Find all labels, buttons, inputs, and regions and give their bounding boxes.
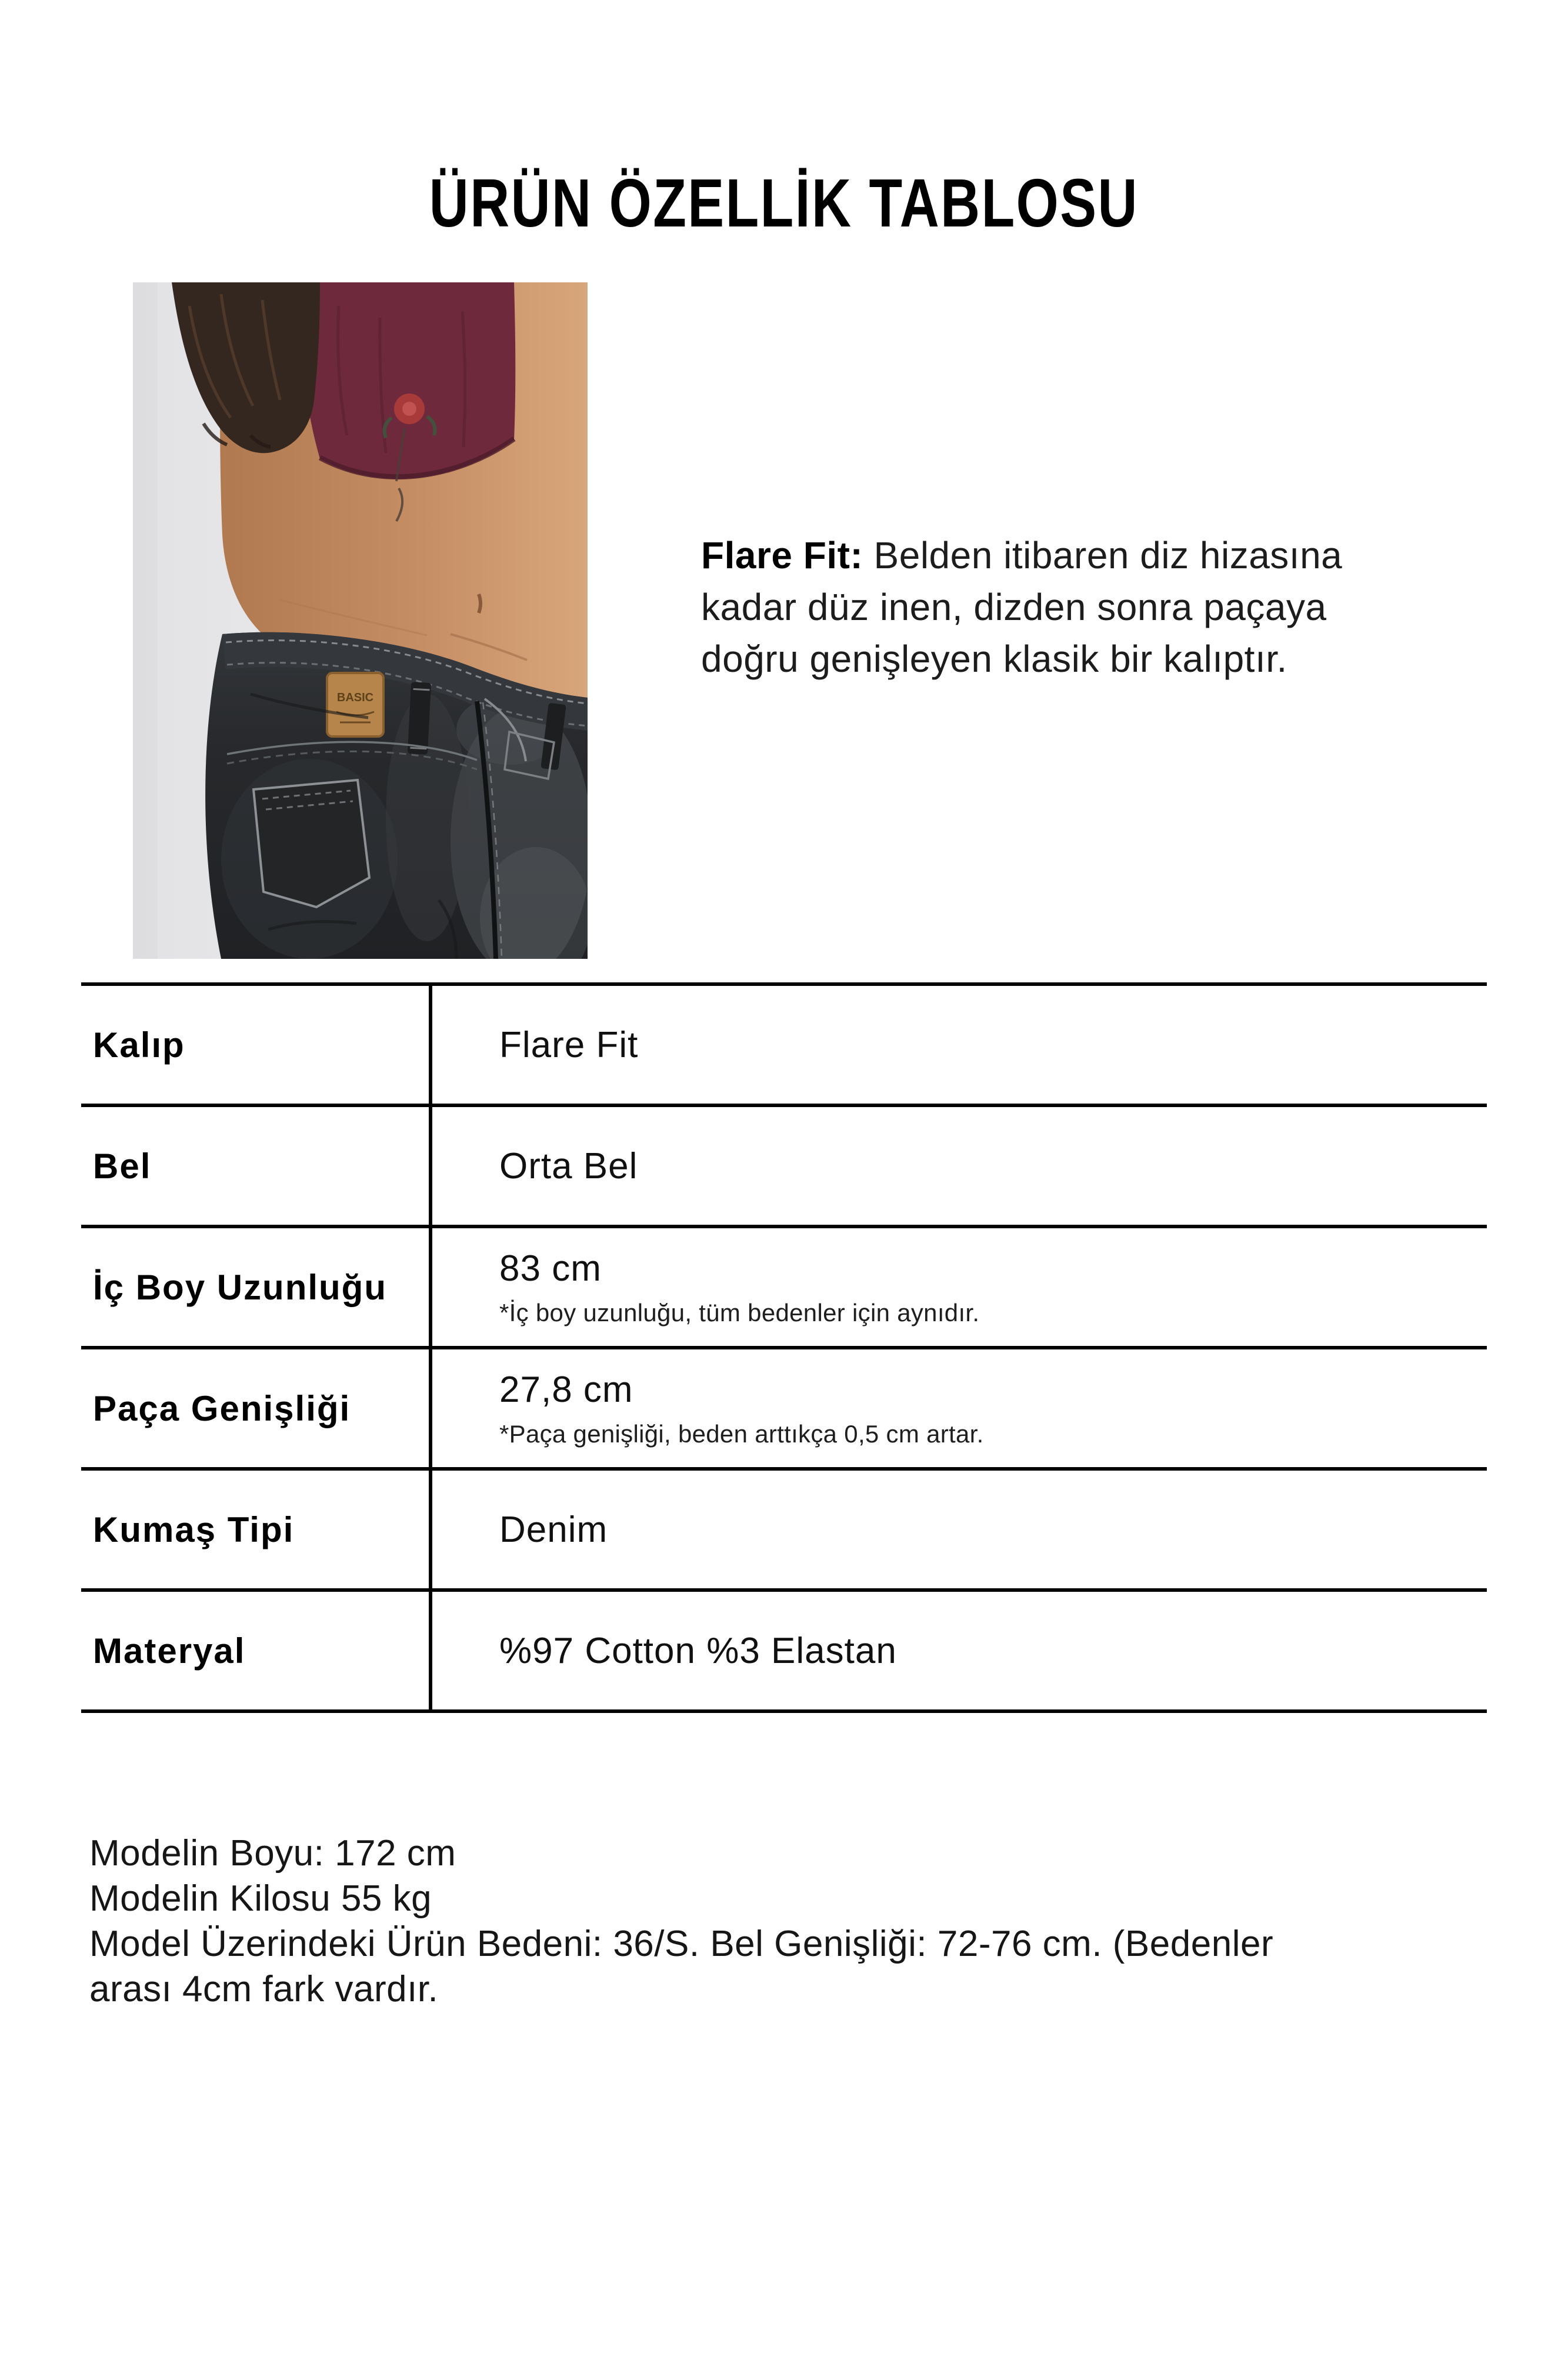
table-row-kumas (81, 1467, 1487, 1588)
fit-description-line2: kadar düz inen, dizden sonra paçaya (701, 586, 1327, 628)
model-size-line-cont: arası 4cm fark vardır. (89, 1969, 439, 2009)
spec-label: Bel (81, 1107, 432, 1225)
spec-value-cell (432, 986, 1487, 1104)
spec-value: %97 Cotton %3 Elastan (499, 1630, 897, 1671)
spec-value-cell (432, 1228, 1487, 1346)
spec-value-cell (432, 1471, 1487, 1588)
fit-description (701, 529, 1536, 685)
spec-value: Denim (499, 1509, 608, 1550)
model-size-line: Model Üzerindeki Ürün Bedeni: 36/S. Bel Genişliği: 72-76 cm. (Bedenler (89, 1924, 1274, 1964)
fit-description-line3: doğru genişleyen klasik bir kalıptır. (701, 638, 1287, 680)
spec-value: Orta Bel (499, 1145, 638, 1187)
spec-value-cell (432, 1592, 1487, 1709)
belt-loop (408, 682, 431, 755)
model-info (89, 1831, 1513, 2012)
patch-brand-text: BASIC (336, 691, 374, 704)
crop-top (298, 282, 515, 479)
spec-label: İç Boy Uzunluğu (81, 1228, 432, 1346)
fit-description-line1 (701, 529, 1536, 581)
table-row-kalip (81, 982, 1487, 1104)
fit-name-label: Flare Fit: (701, 534, 863, 576)
table-row-materyal (81, 1588, 1487, 1709)
page-title (0, 165, 1568, 241)
product-photo-illustration (133, 282, 588, 959)
spec-label: Kalıp (81, 986, 432, 1104)
product-photo (133, 282, 588, 959)
spec-value: Flare Fit (499, 1024, 639, 1065)
spec-table (81, 982, 1487, 1713)
spec-value-cell (432, 1107, 1487, 1225)
spec-label: Paça Genişliği (81, 1349, 432, 1467)
spec-note: *Paça genişliği, beden arttıkça 0,5 cm artar. (499, 1419, 984, 1448)
spec-value: 27,8 cm (499, 1369, 633, 1410)
back-pocket (253, 780, 369, 907)
table-row-bel (81, 1104, 1487, 1225)
spec-value: 83 cm (499, 1248, 602, 1289)
spec-value-cell (432, 1349, 1487, 1467)
table-row-ic-boy (81, 1225, 1487, 1346)
spec-label: Materyal (81, 1592, 432, 1709)
navel (479, 594, 481, 613)
spec-label: Kumaş Tipi (81, 1471, 432, 1588)
model-height-line: Modelin Boyu: 172 cm (89, 1833, 456, 1874)
leather-brand-patch (327, 673, 383, 736)
model-weight-line: Modelin Kilosu 55 kg (89, 1878, 432, 1919)
page-title-text: ÜRÜN ÖZELLİK TABLOSU (429, 165, 1139, 241)
fit-description-line1-text: Belden itibaren diz hizasına (863, 534, 1343, 576)
table-row-paca (81, 1346, 1487, 1467)
spec-note: *İç boy uzunluğu, tüm bedenler için aynıdır. (499, 1298, 980, 1327)
